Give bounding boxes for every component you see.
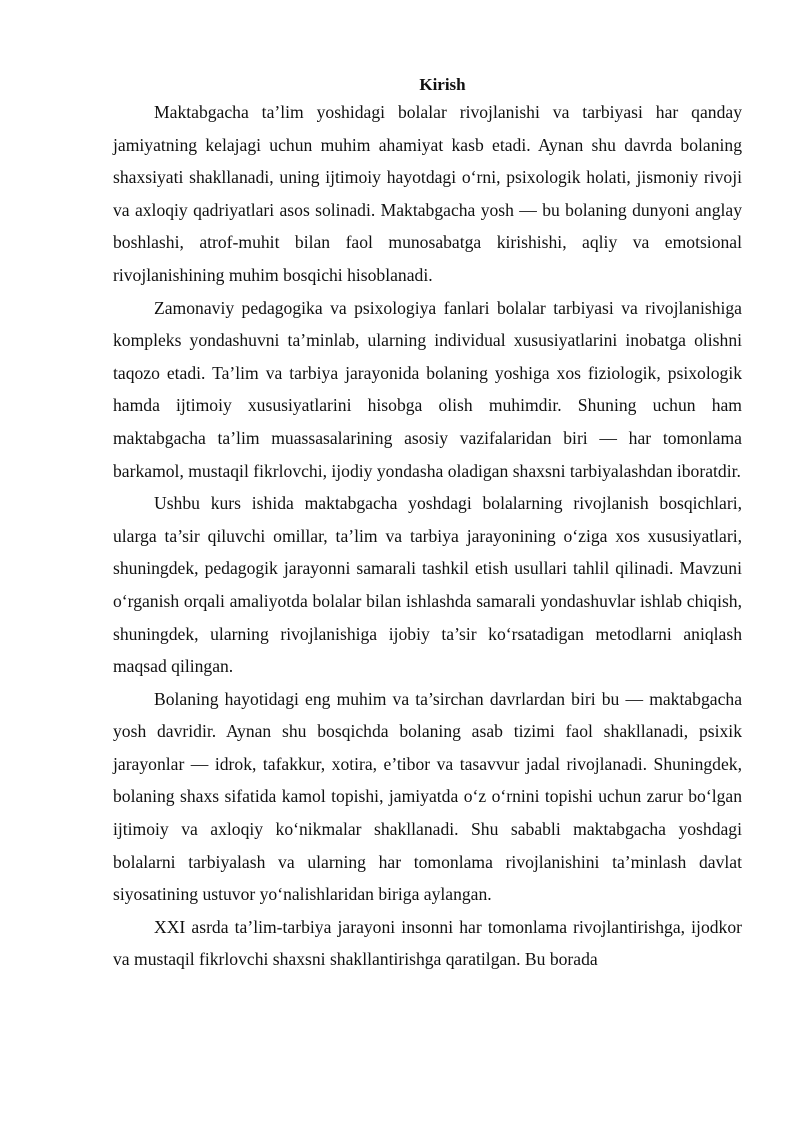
paragraph-3: Ushbu kurs ishida maktabgacha yoshdagi bolalarning rivojlanish bosqichlari, ularga ta’sir qiluvchi omillar, ta’lim va tarbiya jarayonining o‘ziga xos xususiyatlari, shuningdek, pedagogik jarayonni samarali tashkil etish usullari tahlil qilinadi. Mavzuni o‘rganish orqali amaliyotda bolalar bilan ishlashda samarali yondashuvlar ishlab chiqish, shuningdek, ularning rivojlanishiga ijobiy ta’sir ko‘rsatadigan metodlarni aniqlash maqsad qilingan. — [113, 493, 742, 677]
paragraph-4: Bolaning hayotidagi eng muhim va ta’sirchan davrlardan biri bu — maktabgacha yosh davridir. Aynan shu bosqichda bolaning asab tizimi faol shakllanadi, psixik jarayonlar — idrok, tafakkur, xotira, e’tibor va tasavvur jadal rivojlanadi. Shuningdek, bolaning shaxs sifatida kamol topishi, jamiyatda o‘z o‘rnini topishi uchun zarur bo‘lgan ijtimoiy va axloqiy ko‘nikmalar shakllanadi. Shu sababli maktabgacha yoshdagi bolalarni tarbiyalash va ularning har tomonlama rivojlanishini ta’minlash davlat siyosatining ustuvor yo‘nalishlaridan biriga aylangan. — [113, 688, 742, 905]
paragraph-5: XXI asrda ta’lim-tarbiya jarayoni insonni har tomonlama rivojlantirishga, ijodkor va mustaqil fikrlovchi shaxsni shakllantirishga qaratilgan. Bu borada — [113, 916, 742, 970]
paragraph-1: Maktabgacha ta’lim yoshidagi bolalar rivojlanishi va tarbiyasi har qanday jamiyatning kelajagi uchun muhim ahamiyat kasb etadi. Aynan shu davrda bolaning shaxsiyati shakllanadi, uning ijtimoiy hayotdagi o‘rni, psixologik holati, jismoniy rivoji va axloqiy qadriyatlari asos solinadi. Maktabgacha yosh — bu bolaning dunyoni anglay boshlashi, atrof-muhit bilan faol munosabatga kirishishi, aqliy va emotsional rivojlanishining muhim bosqichi hisoblanadi. — [113, 102, 742, 285]
document-title: Kirish — [419, 75, 466, 94]
paragraph-2: Zamonaviy pedagogika va psixologiya fanlari bolalar tarbiyasi va rivojlanishiga kompleks yondashuvni ta’minlab, ularning individual xususiyatlarini inobatga olishni taqozo etadi. Ta’lim va tarbiya jarayonida bolaning yoshiga xos fiziologik, psixologik hamda ijtimoiy xususiyatlarini hisobga olish muhimdir. Shuning uchun ham maktabgacha ta’lim muassasalarining asosiy vazifalaridan biri — har tomonlama barkamol, mustaqil fikrlovchi, ijodiy yondasha oladigan shaxsni tarbiyalashdan iboratdir. — [113, 297, 742, 481]
